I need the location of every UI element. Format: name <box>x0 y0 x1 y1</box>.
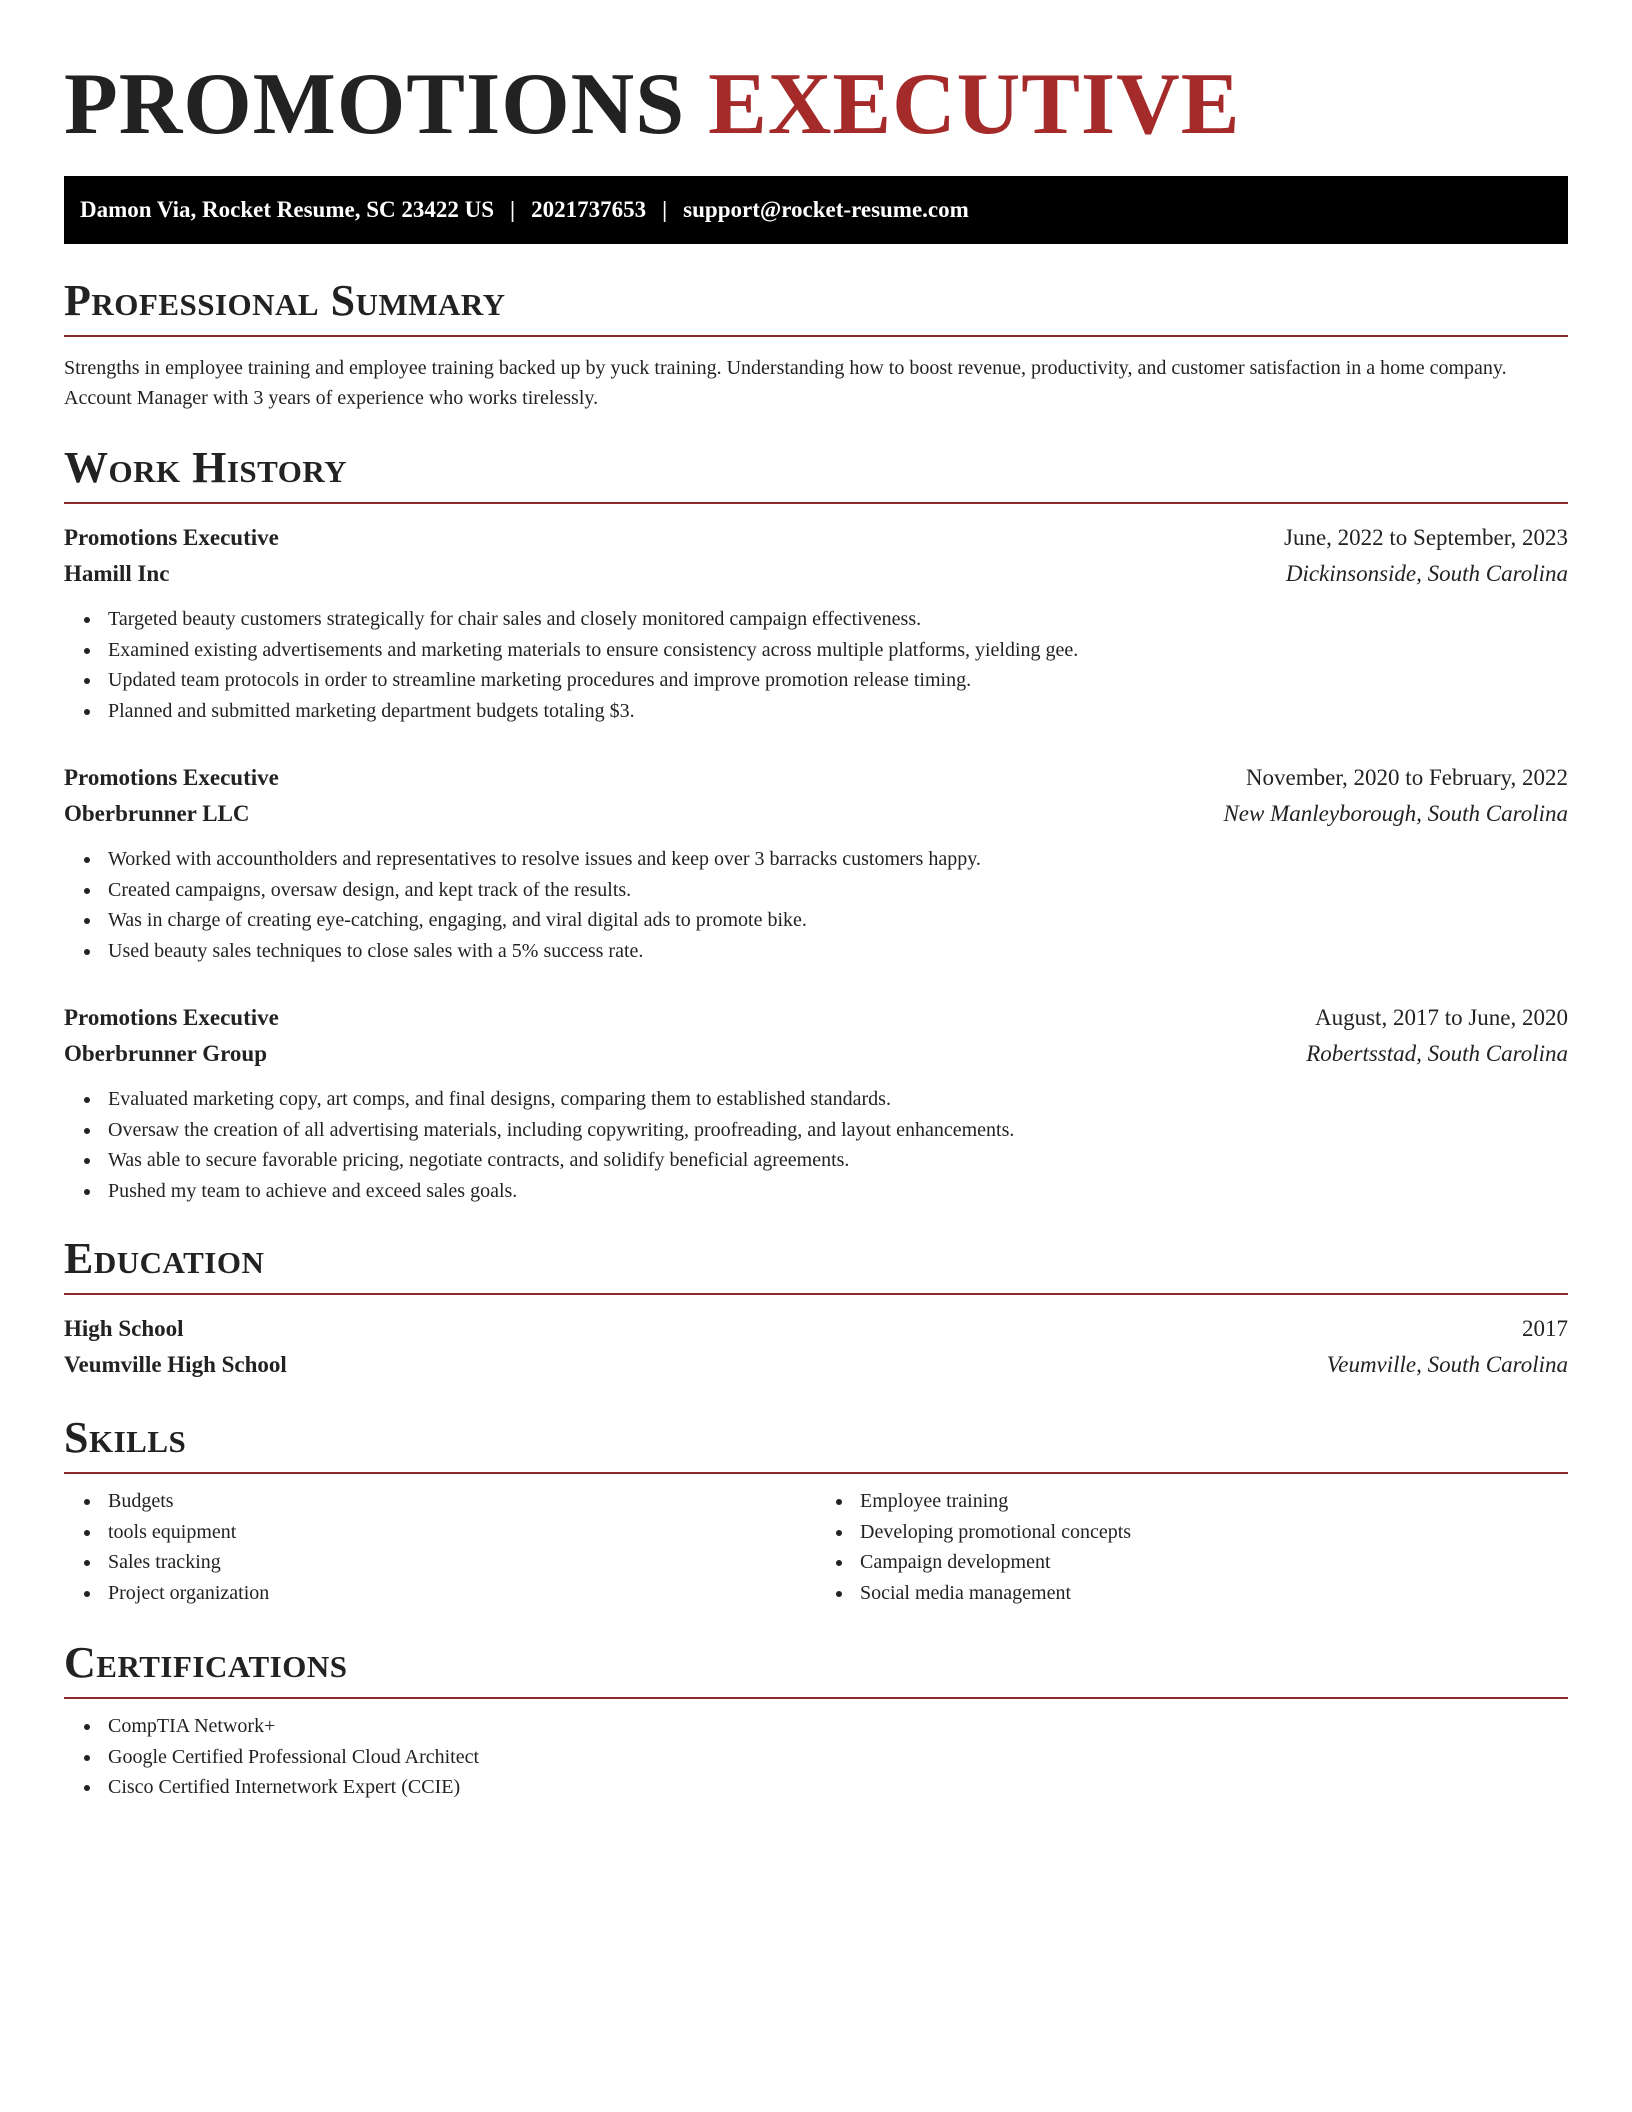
list-item: Developing promotional concepts <box>860 1517 1568 1548</box>
job-dates: November, 2020 to February, 2022 <box>1245 765 1568 790</box>
list-item: Employee training <box>860 1486 1568 1517</box>
list-item: Sales tracking <box>108 1547 816 1578</box>
job-title-row <box>64 1000 1568 1036</box>
summary-heading: Professional Summary <box>64 276 506 325</box>
list-item: Was in charge of creating eye-catching, engaging, and viral digital ads to promote bike. <box>108 905 1568 936</box>
list-item: Oversaw the creation of all advertising materials, including copywriting, proofreading, and layout enhancements. <box>108 1115 1568 1146</box>
job-company-row <box>64 1036 1568 1072</box>
job-entry <box>64 760 1568 966</box>
job-company: Oberbrunner LLC <box>64 801 250 826</box>
list-item: Examined existing advertisements and marketing materials to ensure consistency across multiple platforms, yielding gee. <box>108 635 1568 666</box>
skills-column-left <box>64 1486 816 1608</box>
education-location: Veumville, South Carolina <box>1326 1352 1568 1377</box>
job-company: Oberbrunner Group <box>64 1041 267 1066</box>
job-entry <box>64 520 1568 726</box>
job-company-row <box>64 796 1568 832</box>
skills-column-right <box>816 1486 1568 1608</box>
job-location: New Manleyborough, South Carolina <box>1223 801 1568 826</box>
skills-section <box>64 1411 1568 1608</box>
list-item: Targeted beauty customers strategically for chair sales and closely monitored campaign effectiveness. <box>108 604 1568 635</box>
section-divider <box>64 335 1568 337</box>
list-item: Was able to secure favorable pricing, negotiate contracts, and solidify beneficial agreements. <box>108 1145 1568 1176</box>
job-title: Promotions Executive <box>64 525 279 550</box>
skills-heading: Skills <box>64 1413 187 1462</box>
job-dates: June, 2022 to September, 2023 <box>1284 525 1568 550</box>
job-entry <box>64 1000 1568 1206</box>
summary-text: Strengths in employee training and employee training backed up by yuck training. Understanding how to boost revenue, productivity, and customer satisfaction in a home company. Account Manager with 3 years of experience who works tirelessly. <box>64 357 1507 409</box>
education-year: 2017 <box>1522 1316 1568 1341</box>
list-item: Social media management <box>860 1578 1568 1609</box>
list-item: Updated team protocols in order to streamline marketing procedures and improve promotion release timing. <box>108 665 1568 696</box>
contact-separator: | <box>510 197 516 222</box>
list-item: Campaign development <box>860 1547 1568 1578</box>
contact-separator: | <box>662 197 668 222</box>
contact-name-address: Damon Via, Rocket Resume, SC 23422 US <box>80 197 494 222</box>
skills-grid <box>64 1486 1568 1608</box>
job-company-row <box>64 556 1568 592</box>
certifications-heading: Certifications <box>64 1638 348 1687</box>
work-history-heading: Work History <box>64 443 348 492</box>
job-location: Dickinsonside, South Carolina <box>1285 561 1568 586</box>
list-item: Planned and submitted marketing department budgets totaling $3. <box>108 696 1568 727</box>
job-title-row <box>64 520 1568 556</box>
education-section <box>64 1232 1568 1383</box>
list-item: Google Certified Professional Cloud Architect <box>108 1742 1568 1773</box>
list-item: Evaluated marketing copy, art comps, and final designs, comparing them to established standards. <box>108 1084 1568 1115</box>
job-company: Hamill Inc <box>64 561 170 586</box>
list-item: Worked with accountholders and representatives to resolve issues and keep over 3 barracks customers happy. <box>108 844 1568 875</box>
education-degree: High School <box>64 1316 184 1341</box>
contact-email: support@rocket-resume.com <box>683 197 969 222</box>
education-entry <box>64 1311 1568 1383</box>
title-main: PROMOTIONS <box>64 56 686 153</box>
job-title: Promotions Executive <box>64 1005 279 1030</box>
summary-section <box>64 274 1568 413</box>
title-accent: EXECUTIVE <box>708 56 1241 153</box>
job-dates: August, 2017 to June, 2020 <box>1315 1005 1568 1030</box>
job-bullets <box>64 604 1568 726</box>
job-title-row <box>64 760 1568 796</box>
job-bullets <box>64 844 1568 966</box>
resume-title <box>64 55 1568 155</box>
certifications-list <box>64 1711 1568 1803</box>
section-divider <box>64 1293 1568 1295</box>
list-item: CompTIA Network+ <box>108 1711 1568 1742</box>
list-item: Budgets <box>108 1486 816 1517</box>
contact-bar <box>64 176 1568 244</box>
work-history-section <box>64 441 1568 1206</box>
job-bullets <box>64 1084 1568 1206</box>
list-item: Used beauty sales techniques to close sales with a 5% success rate. <box>108 936 1568 967</box>
education-degree-row <box>64 1311 1568 1347</box>
education-heading: Education <box>64 1234 265 1283</box>
list-item: Pushed my team to achieve and exceed sales goals. <box>108 1176 1568 1207</box>
section-divider <box>64 1472 1568 1474</box>
contact-phone: 2021737653 <box>531 197 647 222</box>
job-location: Robertsstad, South Carolina <box>1306 1041 1568 1066</box>
section-divider <box>64 1697 1568 1699</box>
list-item: Cisco Certified Internetwork Expert (CCIE) <box>108 1772 1568 1803</box>
education-school-row <box>64 1347 1568 1383</box>
list-item: tools equipment <box>108 1517 816 1548</box>
section-divider <box>64 502 1568 504</box>
job-title: Promotions Executive <box>64 765 279 790</box>
list-item: Project organization <box>108 1578 816 1609</box>
education-school: Veumville High School <box>64 1352 287 1377</box>
certifications-section <box>64 1636 1568 1803</box>
list-item: Created campaigns, oversaw design, and kept track of the results. <box>108 875 1568 906</box>
